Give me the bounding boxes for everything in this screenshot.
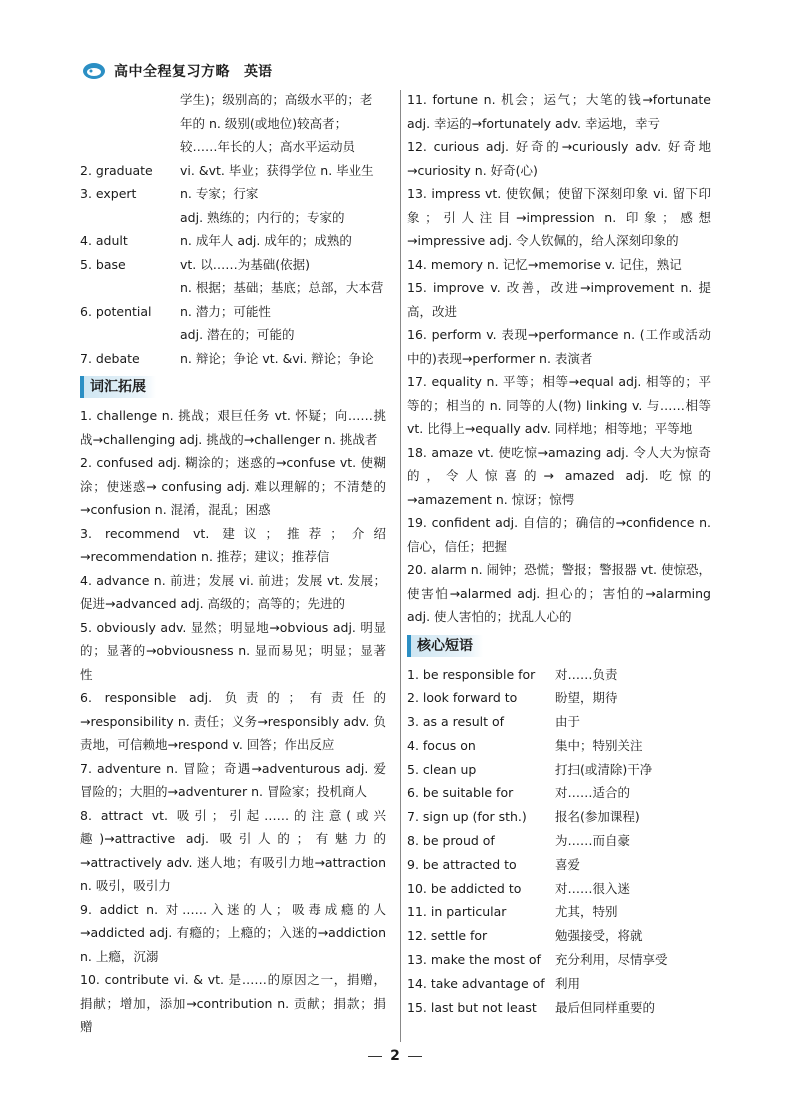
- phrase-row: [407, 734, 711, 758]
- phrase-en: 9. be attracted to: [407, 856, 517, 872]
- vocab-entry: 19. confident adj. 自信的；确信的→confidence n. 信心，信任；把握: [407, 515, 711, 554]
- right-column: [407, 88, 711, 1019]
- word-row: [80, 276, 386, 300]
- word-meaning: n. 潜力；可能性: [180, 303, 271, 319]
- phrase-en: 10. be addicted to: [407, 880, 522, 896]
- phrase-en: 5. clean up: [407, 761, 477, 777]
- phrase-en: 14. take advantage of: [407, 975, 545, 991]
- phrase-zh: 尤其，特别: [555, 904, 618, 920]
- left-column: [80, 88, 386, 1039]
- phrase-row: [407, 686, 711, 710]
- phrase-zh: 充分利用，尽情享受: [555, 952, 668, 968]
- vocab-entry: 2. confused adj. 糊涂的；迷惑的→confuse vt. 使糊涂；使迷惑→ confusing adj. 难以理解的；不清楚的→confusion n. 混淆，混乱；困惑: [80, 455, 386, 517]
- phrase-en: 8. be proud of: [407, 833, 495, 849]
- vocab-entry: 14. memory n. 记忆→memorise v. 记住，熟记: [407, 256, 682, 272]
- phrase-zh: 由于: [555, 714, 581, 730]
- phrase-zh: 为……而自豪: [555, 833, 631, 849]
- word-row: [80, 253, 386, 277]
- vocab-entry: 15. improve v. 改善，改进→improvement n. 提高，改进: [407, 280, 711, 319]
- phrase-en: 12. settle for: [407, 928, 488, 944]
- word: 7. debate: [80, 350, 140, 366]
- word: 6. potential: [80, 303, 152, 319]
- section-title-vocab-extension: 词汇拓展: [80, 376, 156, 398]
- phrase-row: [407, 758, 711, 782]
- word-meaning: vi. &vt. 毕业；获得学位 n. 毕业生: [180, 162, 374, 178]
- vocab-entry: 6. responsible adj. 负责的；有责任的→responsibility n. 责任；义务→responsibly adv. 负责地，可信赖地→respond v. 回答；作出反应: [80, 690, 386, 752]
- phrase-row: [407, 996, 711, 1020]
- phrase-en: 4. focus on: [407, 737, 476, 753]
- phrase-row: [407, 948, 711, 972]
- vocab-entry: 16. perform v. 表现→performance n. (工作或活动中的)表现→performer n. 表演者: [407, 327, 711, 366]
- word-row: [80, 206, 386, 230]
- vocab-entry: 18. amaze vt. 使吃惊→amazing adj. 令人大为惊奇的，令人惊喜的→ amazed adj. 吃惊的→amazement n. 惊讶；惊愕: [407, 444, 711, 507]
- phrase-en: 15. last but not least: [407, 999, 537, 1015]
- phrase-en: 2. look forward to: [407, 690, 518, 706]
- phrase-row: [407, 829, 711, 853]
- phrase-row: [407, 877, 711, 901]
- phrase-zh: 喜爱: [555, 856, 581, 872]
- vocab-entry: 5. obviously adv. 显然；明显地→obvious adj. 明显的；显著的→obviousness n. 显而易见；明显；显著性: [80, 619, 386, 682]
- page-number-dash: [408, 1056, 422, 1057]
- continuation-line: 学生)；级别高的；高级水平的；老: [180, 92, 373, 107]
- book-title: 高中全程复习方略: [114, 64, 230, 80]
- book-logo-icon: [82, 62, 106, 80]
- word-row: [80, 347, 386, 371]
- vocab-entry: 3. recommend vt. 建议；推荐；介绍→recommendation n. 推荐；建议；推荐信: [80, 525, 386, 564]
- phrase-zh: 最后但同样重要的: [555, 999, 656, 1015]
- phrase-row: [407, 805, 711, 829]
- continuation-block: [80, 88, 386, 159]
- phrase-en: 1. be responsible for: [407, 666, 536, 682]
- word-meaning: adj. 潜在的；可能的: [180, 327, 295, 342]
- phrase-zh: 集中；特别关注: [555, 737, 643, 753]
- word-meaning: n. 专家；行家: [180, 186, 259, 201]
- phrase-zh: 对……很入迷: [555, 880, 631, 896]
- phrase-en: 13. make the most of: [407, 952, 541, 968]
- vocab-entry: 8. attract vt. 吸引；引起……的注意(或兴趣)→attractive adj. 吸引人的；有魅力的→attractively adv. 迷人地；有吸引力地→attraction n. 吸引，吸引力: [80, 807, 386, 893]
- word-meaning: adj. 熟练的；内行的；专家的: [180, 209, 345, 225]
- phrase-en: 6. be suitable for: [407, 785, 514, 801]
- vocab-entry: 4. advance n. 前进；发展 vi. 前进；发展 vt. 发展；促进→advanced adj. 高级的；高等的；先进的: [80, 572, 386, 611]
- phrase-row: [407, 972, 711, 996]
- phrase-zh: 报名(参加课程): [555, 809, 640, 825]
- vocab-entry: 20. alarm n. 闹钟；恐慌；警报；警报器 vt. 使惊恐，使害怕→alarmed adj. 担心的；害怕的→alarming adj. 使人害怕的；扰乱人心的: [407, 562, 711, 624]
- word: 2. graduate: [80, 162, 153, 178]
- page-header: [82, 58, 272, 84]
- word-row: [80, 229, 386, 253]
- word: 3. expert: [80, 186, 137, 201]
- page-number: [0, 1048, 790, 1064]
- subject-label: 英语: [244, 64, 272, 80]
- phrase-en: 7. sign up (for sth.): [407, 809, 527, 825]
- page-number-dash: [368, 1056, 382, 1057]
- vocab-entry: 1. challenge n. 挑战；艰巨任务 vt. 怀疑；向……挑战→challenging adj. 挑战的→challenger n. 挑战者: [80, 408, 386, 447]
- phrase-zh: 勉强接受，将就: [555, 928, 643, 944]
- word: 4. adult: [80, 233, 128, 248]
- word-meaning: n. 成年人 adj. 成年的；成熟的: [180, 233, 352, 248]
- phrase-en: 3. as a result of: [407, 714, 505, 730]
- word-meaning: n. 辩论；争论 vt. &vi. 辩论；争论: [180, 350, 374, 366]
- word-meaning: n. 根据；基础；基底；总部，大本营: [180, 280, 384, 295]
- vocab-entry: 7. adventure n. 冒险；奇遇→adventurous adj. 爱冒险的；大胆的→adventurer n. 冒险家；投机商人: [80, 760, 386, 799]
- phrase-zh: 利用: [555, 975, 581, 991]
- continuation-line: 较……年长的人；高水平运动员: [180, 139, 356, 154]
- vocab-entry: 10. contribute vi. & vt. 是……的原因之一，捐赠，捐献；增加，添加→contribution n. 贡献；捐款；捐赠: [80, 972, 386, 1034]
- word-row: [80, 159, 386, 183]
- vocab-entry: 12. curious adj. 好奇的→curiously adv. 好奇地→curiosity n. 好奇(心): [407, 139, 711, 178]
- column-divider: [400, 90, 401, 1042]
- phrase-row: [407, 663, 711, 687]
- section-title-core-phrases: 核心短语: [407, 635, 483, 657]
- phrase-en: 11. in particular: [407, 904, 507, 920]
- phrase-row: [407, 853, 711, 877]
- phrase-zh: 打扫(或清除)干净: [555, 761, 653, 777]
- word-row: [80, 300, 386, 324]
- vocab-entry: 17. equality n. 平等；相等→equal adj. 相等的；平等的；相当的 n. 同等的人(物) linking v. 与……相等 vt. 比得上→equally adv. 同样地；相等地；平等地: [407, 374, 711, 436]
- phrase-zh: 对……适合的: [555, 785, 631, 801]
- vocab-entry: 9. addict n. 对……入迷的人；吸毒成瘾的人→addicted adj. 有瘾的；上瘾的；入迷的→addiction n. 上瘾，沉溺: [80, 901, 386, 964]
- page-number-value: 2: [390, 1048, 400, 1064]
- phrase-row: [407, 781, 711, 805]
- word: 5. base: [80, 256, 126, 272]
- continuation-line: 年的 n. 级别(或地位)较高者；: [180, 115, 348, 131]
- phrase-zh: 对……负责: [555, 666, 618, 682]
- phrase-row: [407, 710, 711, 734]
- phrase-zh: 盼望，期待: [555, 690, 618, 706]
- phrase-row: [407, 900, 711, 924]
- word-meaning: vt. 以……为基础(依据): [180, 256, 310, 272]
- word-row: [80, 182, 386, 206]
- vocab-entry: 11. fortune n. 机会；运气；大笔的钱→fortunate adj. 幸运的→fortunately adv. 幸运地，幸亏: [407, 92, 711, 131]
- vocab-entry: 13. impress vt. 使钦佩；使留下深刻印象 vi. 留下印象；引人注目→impression n. 印象；感想→impressive adj. 令人钦佩的，给人深刻印象的: [407, 186, 711, 248]
- word-row: [80, 323, 386, 347]
- phrase-row: [407, 924, 711, 948]
